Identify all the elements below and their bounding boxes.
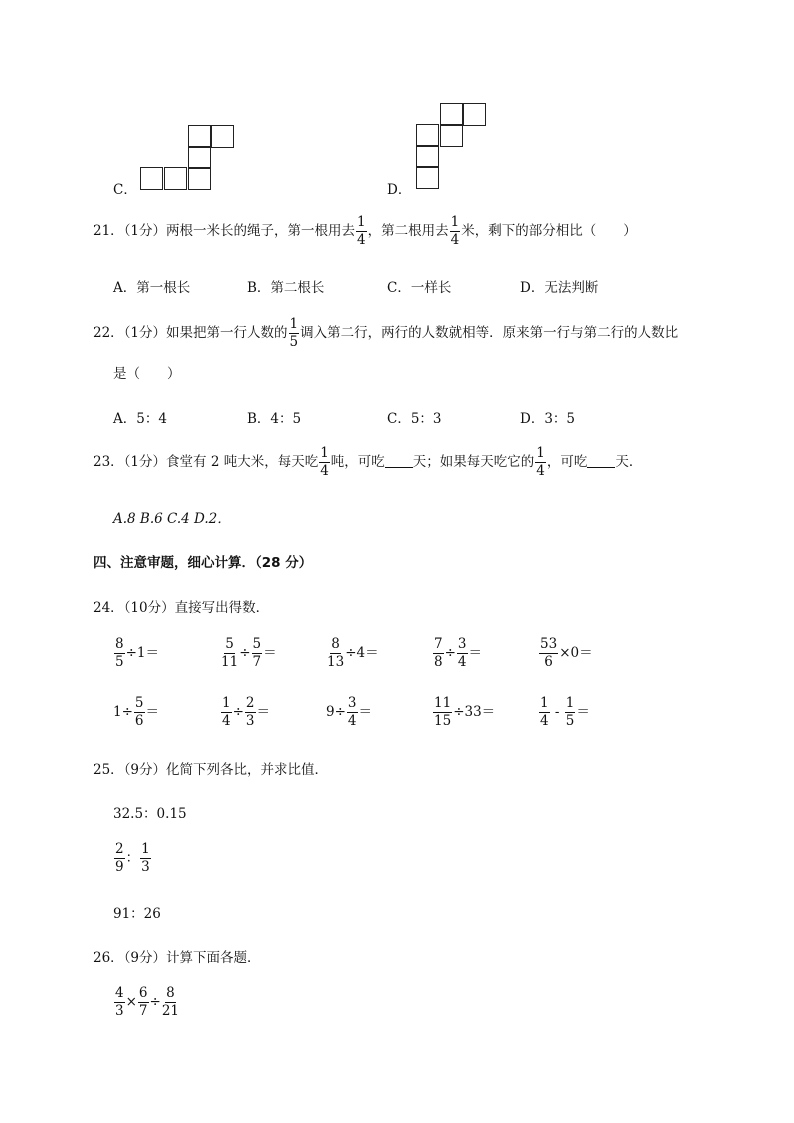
denominator: 3	[245, 712, 255, 729]
question-score: （10分）	[123, 600, 175, 616]
fraction	[162, 987, 179, 1018]
fraction	[535, 447, 546, 478]
calc-item	[113, 697, 159, 728]
calc-item	[432, 638, 482, 669]
fraction	[289, 318, 300, 349]
net-square	[188, 167, 211, 190]
question-text: 调入第二行，两行的人数就相等．原来第一行与第二行的人数比	[300, 325, 679, 341]
question-number: 21．	[93, 223, 124, 239]
net-square	[140, 167, 163, 190]
fraction	[114, 638, 125, 669]
fraction	[565, 697, 576, 728]
question-text: 如果把第一行人数的	[166, 325, 288, 341]
question-text: ，可吃	[546, 454, 588, 470]
question-score: （9分）	[123, 950, 167, 966]
denominator: 4	[347, 712, 357, 729]
option-b: B．4：5	[247, 411, 302, 427]
numerator: 6	[138, 985, 148, 1001]
question-21	[93, 216, 637, 247]
calc-item	[538, 638, 593, 669]
fraction	[245, 697, 256, 728]
denominator: 5	[115, 653, 124, 670]
question-text: 两根一米长的绳子，第一根用去	[166, 223, 356, 239]
ratio-item: 32.5：0.15	[113, 806, 187, 822]
denominator: 4	[357, 231, 366, 248]
calc-expression	[113, 987, 180, 1018]
question-score: （1分）	[123, 223, 167, 239]
fraction	[539, 697, 550, 728]
operator: ÷	[239, 645, 251, 661]
denominator: 9	[115, 858, 124, 875]
denominator: 6	[134, 712, 144, 729]
operator: ÷	[232, 704, 244, 720]
net-square	[188, 146, 211, 169]
denominator: 3	[141, 858, 150, 875]
question-score: （1分）	[123, 325, 167, 341]
operator: ＝	[256, 704, 270, 720]
option-d: D．3：5	[520, 411, 576, 427]
numerator: 3	[457, 636, 467, 652]
net-square	[188, 125, 211, 148]
question-text: 计算下面各题．	[166, 950, 261, 966]
operator: ＝	[358, 704, 372, 720]
fraction	[114, 843, 125, 874]
question-text: ，第二根用去	[367, 223, 449, 239]
fraction	[221, 638, 238, 669]
operator: ＝	[145, 704, 159, 720]
option-d: D．无法判断	[520, 280, 599, 296]
denominator: 4	[536, 462, 545, 479]
option-b: B．第二根长	[247, 280, 325, 296]
question-score: （9分）	[123, 762, 167, 778]
numerator: 5	[225, 636, 234, 652]
calc-item	[326, 638, 379, 669]
question-text: 天．	[615, 454, 643, 470]
calc-item	[432, 697, 495, 728]
operator: ×0＝	[559, 645, 593, 661]
question-text: 化简下列各比，并求比值．	[166, 762, 329, 778]
calc-item	[538, 697, 590, 728]
option-c-label: C．	[113, 182, 137, 198]
question-text-line2: 是（ ）	[113, 366, 181, 382]
operator: -	[550, 704, 564, 720]
question-25	[93, 758, 328, 778]
numerator: 1	[289, 316, 299, 332]
denominator: 11	[221, 653, 239, 670]
numerator: 1	[450, 214, 460, 230]
fraction	[114, 987, 125, 1018]
question-26	[93, 946, 261, 966]
operator: ＝	[576, 704, 590, 720]
question-23	[93, 447, 642, 478]
answer-blank[interactable]	[587, 453, 615, 468]
fraction	[319, 447, 330, 478]
numerator: 5	[134, 695, 144, 711]
fraction	[433, 638, 444, 669]
net-square	[440, 124, 463, 147]
fraction	[450, 216, 461, 247]
question-text: 天；如果每天吃它的	[412, 454, 535, 470]
fraction	[327, 638, 344, 669]
fraction	[221, 697, 232, 728]
operator: ×	[125, 994, 137, 1010]
operator: ÷1＝	[125, 645, 159, 661]
fraction	[457, 638, 468, 669]
options-line: A.8 B.6 C.4 D.2．	[113, 511, 231, 527]
answer-blank[interactable]	[385, 453, 413, 468]
denominator: 4	[540, 712, 549, 729]
question-text: 食堂有 2 吨大米，每天吃	[166, 454, 319, 470]
fraction	[433, 697, 452, 728]
question-number: 22．	[93, 325, 124, 341]
option-a: A．5：4	[113, 411, 167, 427]
ratio-item: 91：26	[113, 906, 161, 922]
numerator: 5	[252, 636, 262, 652]
question-score: （1分）	[123, 454, 167, 470]
numerator: 11	[434, 695, 452, 711]
net-square	[211, 125, 234, 148]
option-c: C．5：3	[387, 411, 442, 427]
option-c: C．一样长	[387, 280, 452, 296]
numerator: 2	[245, 695, 255, 711]
numerator: 3	[347, 695, 357, 711]
option-a: A．第一根长	[113, 280, 191, 296]
numerator: 7	[434, 636, 443, 652]
calc-item	[220, 638, 277, 669]
operator: ÷	[149, 994, 161, 1010]
question-number: 26．	[93, 950, 124, 966]
denominator: 13	[327, 653, 345, 670]
denominator: 7	[252, 653, 262, 670]
question-text: 直接写出得数．	[174, 600, 270, 616]
numerator: 1	[141, 841, 150, 857]
ratio-separator: ：	[125, 850, 140, 866]
calc-item	[326, 697, 372, 728]
denominator: 4	[320, 462, 329, 479]
fraction	[252, 638, 263, 669]
denominator: 6	[544, 653, 553, 670]
fraction	[539, 638, 558, 669]
operand: 1÷	[113, 704, 133, 720]
operator: ÷33＝	[453, 704, 496, 720]
net-square	[416, 166, 439, 189]
net-square	[440, 103, 463, 126]
denominator: 3	[115, 1002, 124, 1019]
net-square	[416, 145, 439, 168]
operand: 9÷	[326, 704, 346, 720]
numerator: 1	[536, 445, 545, 461]
question-24	[93, 596, 269, 616]
numerator: 8	[166, 985, 175, 1001]
fraction	[134, 697, 145, 728]
question-text: 米，剩下的部分相比（ ）	[461, 223, 637, 239]
denominator: 21	[161, 1002, 179, 1019]
option-d-label: D．	[387, 182, 412, 198]
operator: ÷	[444, 645, 456, 661]
denominator: 5	[289, 333, 299, 350]
denominator: 7	[138, 1002, 148, 1019]
numerator: 1	[540, 695, 549, 711]
numerator: 1	[357, 214, 366, 230]
numerator: 8	[115, 636, 124, 652]
operator: ÷4＝	[345, 645, 379, 661]
question-number: 23．	[93, 454, 124, 470]
numerator: 1	[320, 445, 329, 461]
net-square	[463, 103, 486, 126]
numerator: 1	[565, 695, 575, 711]
fraction	[356, 216, 367, 247]
fraction	[138, 987, 149, 1018]
denominator: 15	[434, 712, 452, 729]
denominator: 8	[434, 653, 443, 670]
numerator: 8	[331, 636, 340, 652]
denominator: 4	[450, 231, 460, 248]
numerator: 2	[115, 841, 124, 857]
denominator: 4	[457, 653, 467, 670]
denominator: 5	[565, 712, 575, 729]
question-number: 25．	[93, 762, 124, 778]
calc-item	[113, 638, 159, 669]
net-square	[416, 124, 439, 147]
numerator: 4	[115, 985, 124, 1001]
operator: ＝	[263, 645, 277, 661]
operator: ＝	[468, 645, 482, 661]
calc-item	[220, 697, 270, 728]
numerator: 53	[540, 636, 558, 652]
question-number: 24．	[93, 600, 124, 616]
fraction	[347, 697, 358, 728]
net-square	[164, 167, 187, 190]
fraction	[140, 843, 151, 874]
ratio-item	[113, 843, 152, 874]
question-22	[93, 318, 678, 349]
numerator: 1	[222, 695, 231, 711]
question-text: 吨，可吃	[330, 454, 385, 470]
denominator: 4	[222, 712, 231, 729]
section-title: 四、注意审题，细心计算．（28 分）	[93, 555, 313, 571]
